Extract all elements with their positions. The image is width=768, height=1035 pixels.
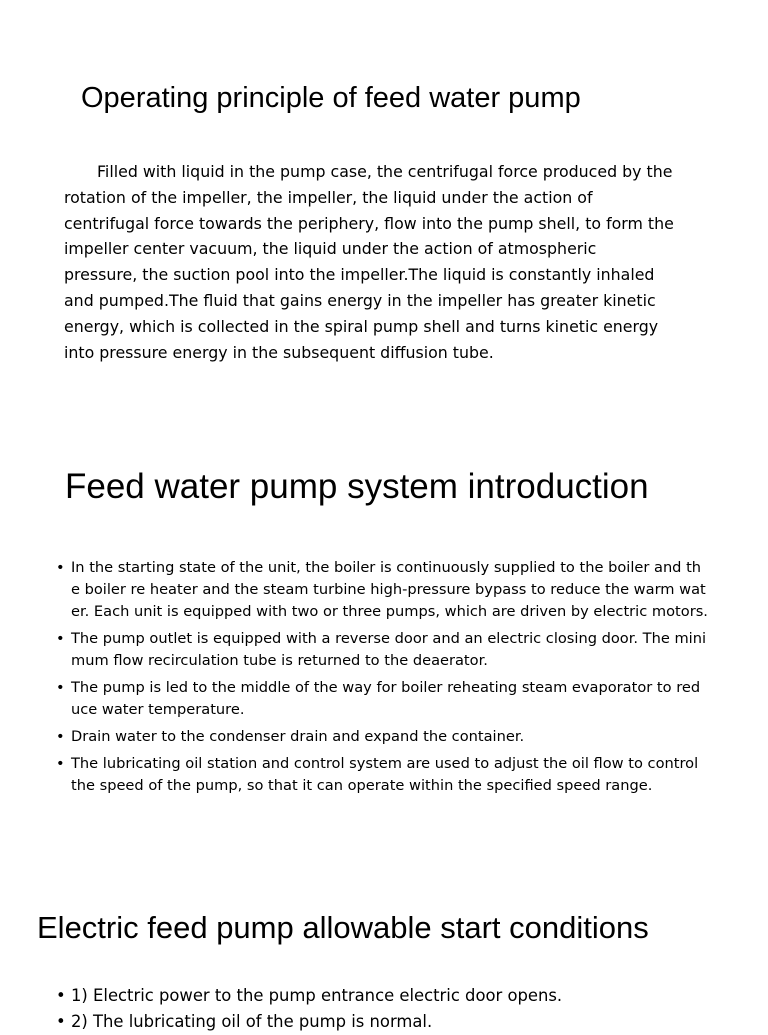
list-item [56, 628, 708, 672]
bullet-icon: • [56, 755, 65, 772]
list-item [56, 557, 708, 623]
list-item-text: 1) Electric power to the pump entrance electric door opens. [71, 986, 563, 1005]
section-title-start-conditions: Electric feed pump allowable start conditions [37, 910, 649, 945]
list-item [56, 1009, 716, 1035]
section-title-system-introduction: Feed water pump system introduction [65, 467, 649, 506]
list-item [56, 983, 716, 1009]
list-item-text: The pump outlet is equipped with a reverse door and an electric closing door. The minimum flow recirculation tube is returned to the deaerator. [71, 630, 707, 669]
bullet-icon: • [56, 1012, 66, 1031]
section-title-operating-principle: Operating principle of feed water pump [81, 82, 581, 114]
system-introduction-list [56, 557, 708, 802]
bullet-icon: • [56, 728, 65, 745]
list-item-text: The pump is led to the middle of the way for boiler reheating steam evaporator to reduce water temperature. [71, 679, 701, 718]
list-item-text: 2) The lubricating oil of the pump is normal. [71, 1012, 433, 1031]
list-item-text: In the starting state of the unit, the boiler is continuously supplied to the boiler and the boiler re heater and the steam turbine high-pressure bypass to reduce the warm water. Each unit is equipped with two or three pumps, which are driven by electric motors. [71, 559, 708, 620]
operating-principle-paragraph: Filled with liquid in the pump case, the centrifugal force produced by the rotation of the impeller, the impeller, the liquid under the action of centrifugal force towards the periphery, flow into the pump shell, to form the impeller center vacuum, the liquid under the action of atmospheric pressure, the suction pool into the impeller.The liquid is constantly inhaled and pumped.The fluid that gains energy in the impeller has greater kinetic energy, which is collected in the spiral pump shell and turns kinetic energy into pressure energy in the subsequent diffusion tube. [64, 162, 674, 362]
list-item [56, 753, 708, 797]
bullet-icon: • [56, 630, 65, 647]
list-item-text: The lubricating oil station and control system are used to adjust the oil flow to control the speed of the pump, so that it can operate within the specified speed range. [71, 755, 699, 794]
bullet-icon: • [56, 559, 65, 576]
list-item-text: Drain water to the condenser drain and expand the container. [71, 728, 525, 745]
bullet-icon: • [56, 986, 66, 1005]
bullet-icon: • [56, 679, 65, 696]
start-conditions-list [56, 983, 716, 1035]
list-item [56, 677, 708, 721]
list-item [56, 726, 708, 748]
